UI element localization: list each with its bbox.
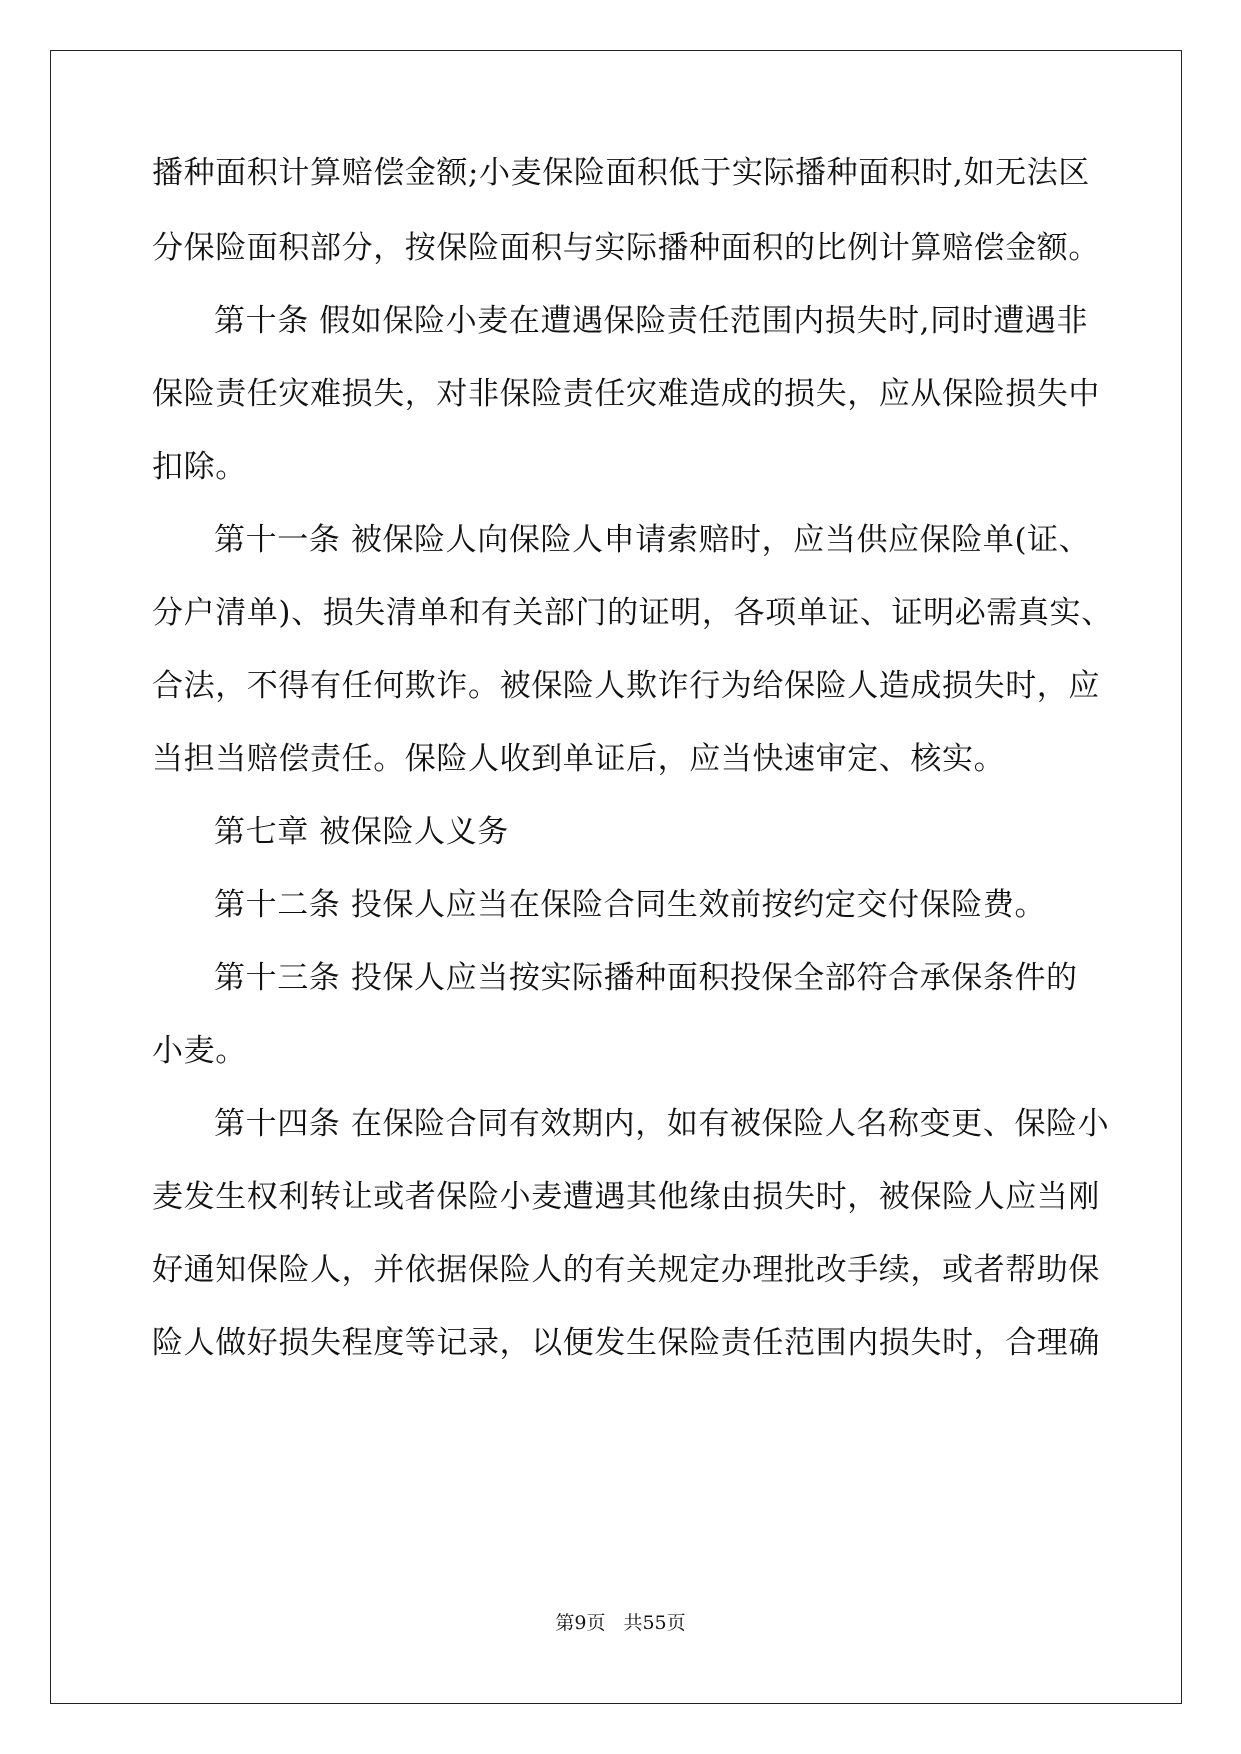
text-line: 小麦。	[152, 1033, 247, 1069]
page-footer	[0, 1611, 1241, 1635]
current-page-number: 第9页	[555, 1612, 606, 1634]
text-line: 扣除。	[152, 449, 247, 485]
text-line: 当担当赔偿责任。保险人收到单证后，应当快速审定、核实。	[152, 741, 1006, 777]
paragraph-article-13: 第十三条 投保人应当按实际播种面积投保全部符合承保条件的	[214, 960, 1078, 996]
text-line: 分保险面积部分，按保险面积与实际播种面积的比例计算赔偿金额。	[152, 230, 1100, 266]
total-pages: 共55页	[623, 1612, 686, 1634]
paragraph-article-11: 第十一条 被保险人向保险人申请索赔时，应当供应保险单(证、	[214, 522, 1091, 558]
page-border	[50, 50, 1182, 1704]
text-line: 播种面积计算赔偿金额;小麦保险面积低于实际播种面积时,如无法区	[152, 155, 1090, 191]
paragraph-article-10: 第十条 假如保险小麦在遭遇保险责任范围内损失时,同时遭遇非	[214, 303, 1089, 339]
text-line: 保险责任灾难损失，对非保险责任灾难造成的损失，应从保险损失中	[152, 376, 1100, 412]
text-line: 合法，不得有任何欺诈。被保险人欺诈行为给保险人造成损失时，应	[152, 668, 1100, 704]
text-line: 险人做好损失程度等记录，以便发生保险责任范围内损失时，合理确	[152, 1325, 1100, 1361]
text-line: 好通知保险人，并依据保险人的有关规定办理批改手续，或者帮助保	[152, 1252, 1100, 1288]
chapter-heading: 第七章 被保险人义务	[214, 814, 509, 850]
text-line: 分户清单)、损失清单和有关部门的证明，各项单证、证明必需真实、	[152, 595, 1113, 631]
text-line: 麦发生权利转让或者保险小麦遭遇其他缘由损失时，被保险人应当刚	[152, 1179, 1100, 1215]
paragraph-article-14: 第十四条 在保险合同有效期内，如有被保险人名称变更、保险小	[214, 1106, 1110, 1142]
paragraph-article-12: 第十二条 投保人应当在保险合同生效前按约定交付保险费。	[214, 887, 1047, 923]
